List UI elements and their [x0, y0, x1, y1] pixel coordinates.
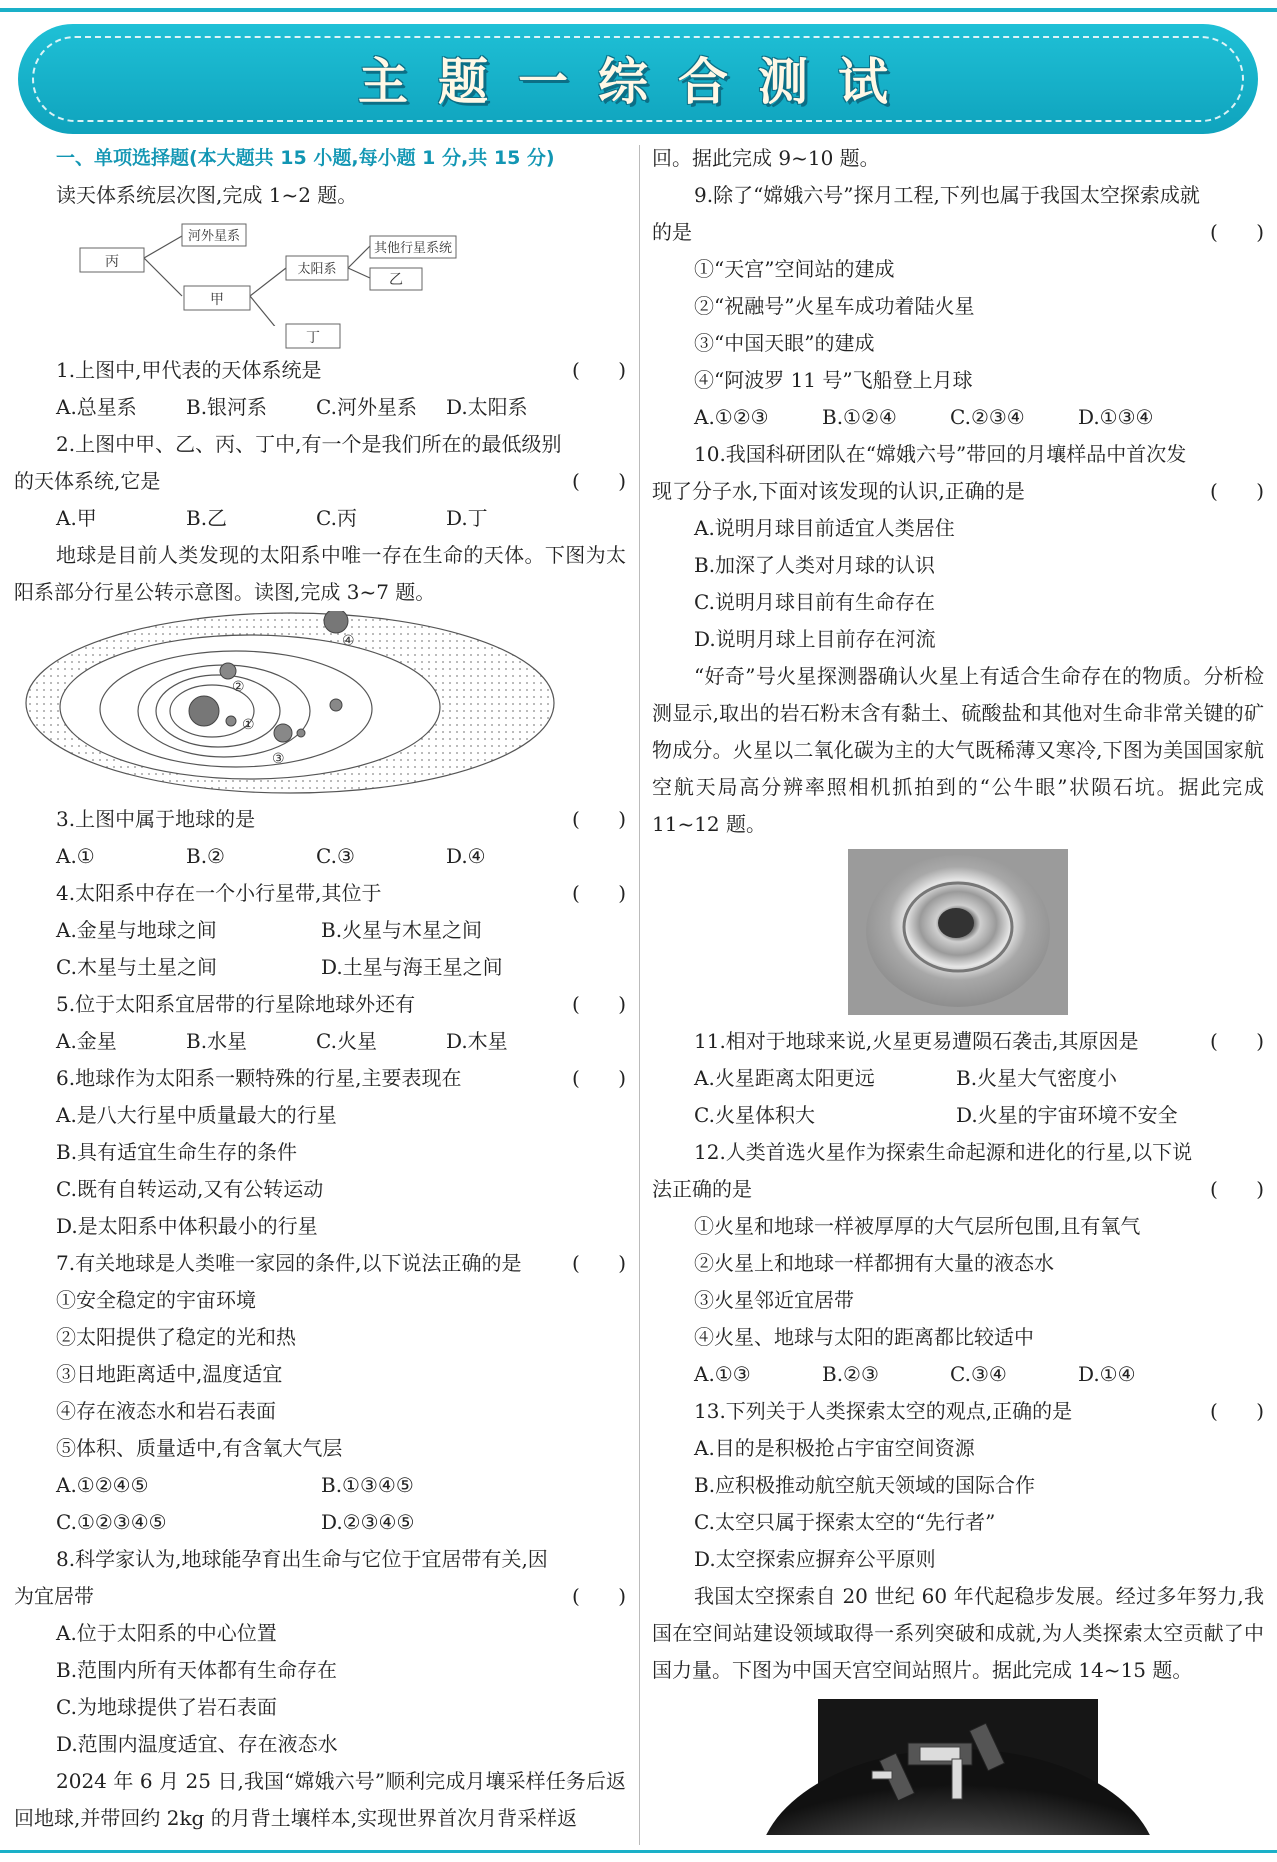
q11-option-a[interactable]: A.火星距离太阳更远 [694, 1066, 875, 1090]
answer-bracket[interactable]: ( ) [572, 1251, 626, 1275]
q9-option-b[interactable]: B.①②④ [822, 405, 897, 429]
q3-option-b[interactable]: B.② [186, 844, 225, 868]
diagram-label-taiyang: 太阳系 [297, 262, 337, 277]
q10-option-d[interactable]: D.说明月球上目前存在河流 [694, 627, 936, 651]
q1-option-b[interactable]: B.银河系 [186, 395, 268, 419]
q5-option-b[interactable]: B.水星 [186, 1029, 248, 1053]
q7-item-4: ④存在液态水和岩石表面 [56, 1399, 276, 1423]
answer-bracket[interactable]: ( ) [572, 358, 626, 382]
q7-option-a[interactable]: A.①②④⑤ [56, 1473, 149, 1497]
question-11: 11.相对于地球来说,火星更易遭陨石袭击,其原因是 ( ) [652, 1023, 1264, 1060]
answer-bracket[interactable]: ( ) [1210, 1029, 1264, 1053]
intro-2: 地球是目前人类发现的太阳系中唯一存在生命的天体。下图为太阳系部分行星公转示意图。读图,完成 3~7 题。 [14, 543, 626, 604]
q13-option-d[interactable]: D.太空探索应摒弃公平原则 [694, 1547, 936, 1571]
space-station-photo-svg [652, 1699, 1264, 1835]
question-2: 2.上图中甲、乙、丙、丁中,有一个是我们所在的最低级别的天体系统,它是 ( ) [14, 426, 626, 500]
right-column [652, 140, 1264, 1839]
q12-option-b[interactable]: B.②③ [822, 1362, 879, 1386]
q12-item-1: ①火星和地球一样被厚厚的大气层所包围,且有氧气 [694, 1214, 1141, 1238]
question-3: 3.上图中属于地球的是 ( ) [14, 801, 626, 838]
q8-option-c[interactable]: C.为地球提供了岩石表面 [56, 1695, 277, 1719]
diagram-label-ding: 丁 [306, 330, 320, 346]
question-1: 1.上图中,甲代表的天体系统是 ( ) [14, 352, 626, 389]
q13-option-c[interactable]: C.太空只属于探索太空的“先行者” [694, 1510, 996, 1534]
q3-options [14, 838, 626, 875]
q7-item-5: ⑤体积、质量适中,有含氧大气层 [56, 1436, 343, 1460]
question-8: 8.科学家认为,地球能孕育出生命与它位于宜居带有关,因为宜居带 ( ) [14, 1541, 626, 1615]
q4-option-c[interactable]: C.木星与土星之间 [56, 955, 217, 979]
title-banner [18, 24, 1258, 134]
hierarchy-diagram-svg [14, 214, 626, 326]
q6-option-d[interactable]: D.是太阳系中体积最小的行星 [56, 1214, 318, 1238]
q11-options-row-2 [652, 1097, 1264, 1134]
q10-option-b[interactable]: B.加深了人类对月球的认识 [694, 553, 936, 577]
diagram-label-bing: 丙 [105, 254, 119, 270]
q2-options [14, 500, 626, 537]
q12-option-d[interactable]: D.①④ [1078, 1362, 1136, 1386]
section-title: 一、单项选择题(本大题共 15 小题,每小题 1 分,共 15 分) [56, 147, 555, 169]
q12-option-c[interactable]: C.③④ [950, 1362, 1007, 1386]
q12-item-4: ④火星、地球与太阳的距离都比较适中 [694, 1325, 1034, 1349]
q7-item-3: ③日地距离适中,温度适宜 [56, 1362, 283, 1386]
q9-item-2: ②“祝融号”火星车成功着陆火星 [694, 294, 975, 318]
q3-option-c[interactable]: C.③ [316, 844, 355, 868]
q2-option-d[interactable]: D.丁 [446, 506, 488, 530]
q11-option-d[interactable]: D.火星的宇宙环境不安全 [956, 1103, 1178, 1127]
q7-option-d[interactable]: D.②③④⑤ [321, 1510, 415, 1534]
question-12: 12.人类首选火星作为探索生命起源和进化的行星,以下说法正确的是 ( ) [652, 1134, 1264, 1208]
intro-5: 我国太空探索自 20 世纪 60 年代起稳步发展。经过多年努力,我国在空间站建设领域取得一系列突破和成就,为人类探索太空贡献了中国力量。下图为中国天宫空间站照片。据此完成 14~15 题。 [652, 1584, 1264, 1682]
answer-bracket[interactable]: ( ) [572, 807, 626, 831]
q9-item-3: ③“中国天眼”的建成 [694, 331, 875, 355]
crater-photo-svg [652, 849, 1264, 1015]
q12-option-a[interactable]: A.①③ [694, 1362, 751, 1386]
bottom-rule [0, 1850, 1277, 1853]
q12-item-3: ③火星邻近宜居带 [694, 1288, 854, 1312]
intro-4: “好奇”号火星探测器确认火星上有适合生命存在的物质。分析检测显示,取出的岩石粉末含有黏土、硫酸盐和其他对生命非常关键的矿物成分。火星以二氧化碳为主的大气既稀薄又寒冷,下图为美国国家航空航天局高分辨率照相机抓拍到的“公牛眼”状陨石坑。据此完成 11~12 题。 [652, 664, 1264, 836]
q5-option-d[interactable]: D.木星 [446, 1029, 508, 1053]
question-9: 9.除了“嫦娥六号”探月工程,下列也属于我国太空探索成就的是 ( ) [652, 177, 1264, 251]
ding-box-svg [14, 322, 626, 352]
q13-option-b[interactable]: B.应积极推动航空航天领域的国际合作 [694, 1473, 1036, 1497]
intro-3-continued: 回。据此完成 9~10 题。 [652, 146, 880, 170]
orbit-label-3: ③ [272, 751, 285, 767]
question-7: 7.有关地球是人类唯一家园的条件,以下说法正确的是 ( ) [14, 1245, 626, 1282]
q4-option-b[interactable]: B.火星与木星之间 [321, 918, 483, 942]
page-title: 主题一综合测试 [358, 53, 918, 111]
q12-options [652, 1356, 1264, 1393]
q10-option-c[interactable]: C.说明月球目前有生命存在 [694, 590, 935, 614]
q9-option-a[interactable]: A.①②③ [694, 405, 769, 429]
q5-options [14, 1023, 626, 1060]
q8-option-d[interactable]: D.范围内温度适宜、存在液态水 [56, 1732, 338, 1756]
ding-box-row [14, 322, 626, 352]
q7-option-c[interactable]: C.①②③④⑤ [56, 1510, 167, 1534]
answer-bracket[interactable]: ( ) [1210, 220, 1264, 244]
answer-bracket[interactable]: ( ) [572, 1584, 626, 1608]
q4-options-row-1 [14, 912, 626, 949]
diagram-label-yi: 乙 [389, 272, 403, 288]
question-5: 5.位于太阳系宜居带的行星除地球外还有 ( ) [14, 986, 626, 1023]
solar-system-orbit-figure [14, 611, 626, 801]
diagram-label-qita: 其他行星系统 [373, 241, 453, 256]
diagram-label-jia: 甲 [210, 292, 224, 308]
q9-item-1: ①“天宫”空间站的建成 [694, 257, 895, 281]
answer-bracket[interactable]: ( ) [1210, 1399, 1264, 1423]
orbit-label-1: ① [242, 717, 255, 733]
q11-options-row-1 [652, 1060, 1264, 1097]
q8-option-b[interactable]: B.范围内所有天体都有生命存在 [56, 1658, 338, 1682]
q7-options-row-1 [14, 1467, 626, 1504]
intro-1: 读天体系统层次图,完成 1~2 题。 [56, 183, 358, 207]
q5-option-c[interactable]: C.火星 [316, 1029, 377, 1053]
q6-option-b[interactable]: B.具有适宜生命生存的条件 [56, 1140, 298, 1164]
q3-option-d[interactable]: D.④ [446, 844, 486, 868]
q11-option-b[interactable]: B.火星大气密度小 [956, 1066, 1118, 1090]
orbit-label-2: ② [232, 679, 245, 695]
answer-bracket[interactable]: ( ) [572, 469, 626, 493]
q10-option-a[interactable]: A.说明月球目前适宜人类居住 [694, 516, 955, 540]
q7-options-row-2 [14, 1504, 626, 1541]
q7-item-1: ①安全稳定的宇宙环境 [56, 1288, 256, 1312]
intro-3: 2024 年 6 月 25 日,我国“嫦娥六号”顺利完成月壤采样任务后返回地球,并带回约 2kg 的月背土壤样本,实现世界首次月背采样返 [14, 1769, 626, 1830]
q2-option-c[interactable]: C.丙 [316, 506, 357, 530]
celestial-system-diagram [14, 214, 626, 326]
q2-option-a[interactable]: A.甲 [56, 506, 97, 530]
crater-photo [652, 849, 1264, 1019]
q4-option-d[interactable]: D.土星与海王星之间 [321, 955, 503, 979]
q6-option-c[interactable]: C.既有自转运动,又有公转运动 [56, 1177, 324, 1201]
answer-bracket[interactable]: ( ) [1210, 479, 1264, 503]
q7-option-b[interactable]: B.①③④⑤ [321, 1473, 414, 1497]
q4-options-row-2 [14, 949, 626, 986]
question-6: 6.地球作为太阳系一颗特殊的行星,主要表现在 ( ) [14, 1060, 626, 1097]
q6-option-a[interactable]: A.是八大行星中质量最大的行星 [56, 1103, 337, 1127]
space-station-photo [652, 1699, 1264, 1839]
question-13: 13.下列关于人类探索太空的观点,正确的是 ( ) [652, 1393, 1264, 1430]
left-column [14, 140, 626, 1837]
column-divider [639, 145, 640, 1845]
q9-item-4: ④“阿波罗 11 号”飞船登上月球 [694, 368, 973, 392]
answer-bracket[interactable]: ( ) [572, 1066, 626, 1090]
q2-option-b[interactable]: B.乙 [186, 506, 228, 530]
top-rule [0, 8, 1277, 12]
q9-option-c[interactable]: C.②③④ [950, 405, 1025, 429]
q11-option-c[interactable]: C.火星体积大 [694, 1103, 815, 1127]
q4-option-a[interactable]: A.金星与地球之间 [56, 918, 217, 942]
answer-bracket[interactable]: ( ) [1210, 1177, 1264, 1201]
answer-bracket[interactable]: ( ) [572, 881, 626, 905]
q5-option-a[interactable]: A.金星 [56, 1029, 117, 1053]
orbit-svg [14, 611, 626, 801]
q1-option-a[interactable]: A.总星系 [56, 395, 137, 419]
q1-option-c[interactable]: C.河外星系 [316, 395, 417, 419]
orbit-label-4: ④ [342, 633, 355, 649]
question-4: 4.太阳系中存在一个小行星带,其位于 ( ) [14, 875, 626, 912]
q9-option-d[interactable]: D.①③④ [1078, 405, 1154, 429]
answer-bracket[interactable]: ( ) [572, 992, 626, 1016]
q13-option-a[interactable]: A.目的是积极抢占宇宙空间资源 [694, 1436, 975, 1460]
q3-option-a[interactable]: A.① [56, 844, 95, 868]
q1-option-d[interactable]: D.太阳系 [446, 395, 528, 419]
q7-item-2: ②太阳提供了稳定的光和热 [56, 1325, 296, 1349]
q8-option-a[interactable]: A.位于太阳系的中心位置 [56, 1621, 277, 1645]
diagram-label-hewai: 河外星系 [187, 229, 241, 244]
q9-options [652, 399, 1264, 436]
q12-item-2: ②火星上和地球一样都拥有大量的液态水 [694, 1251, 1054, 1275]
question-10: 10.我国科研团队在“嫦娥六号”带回的月壤样品中首次发现了分子水,下面对该发现的认识,正确的是 ( ) [652, 436, 1264, 510]
q1-options [14, 389, 626, 426]
